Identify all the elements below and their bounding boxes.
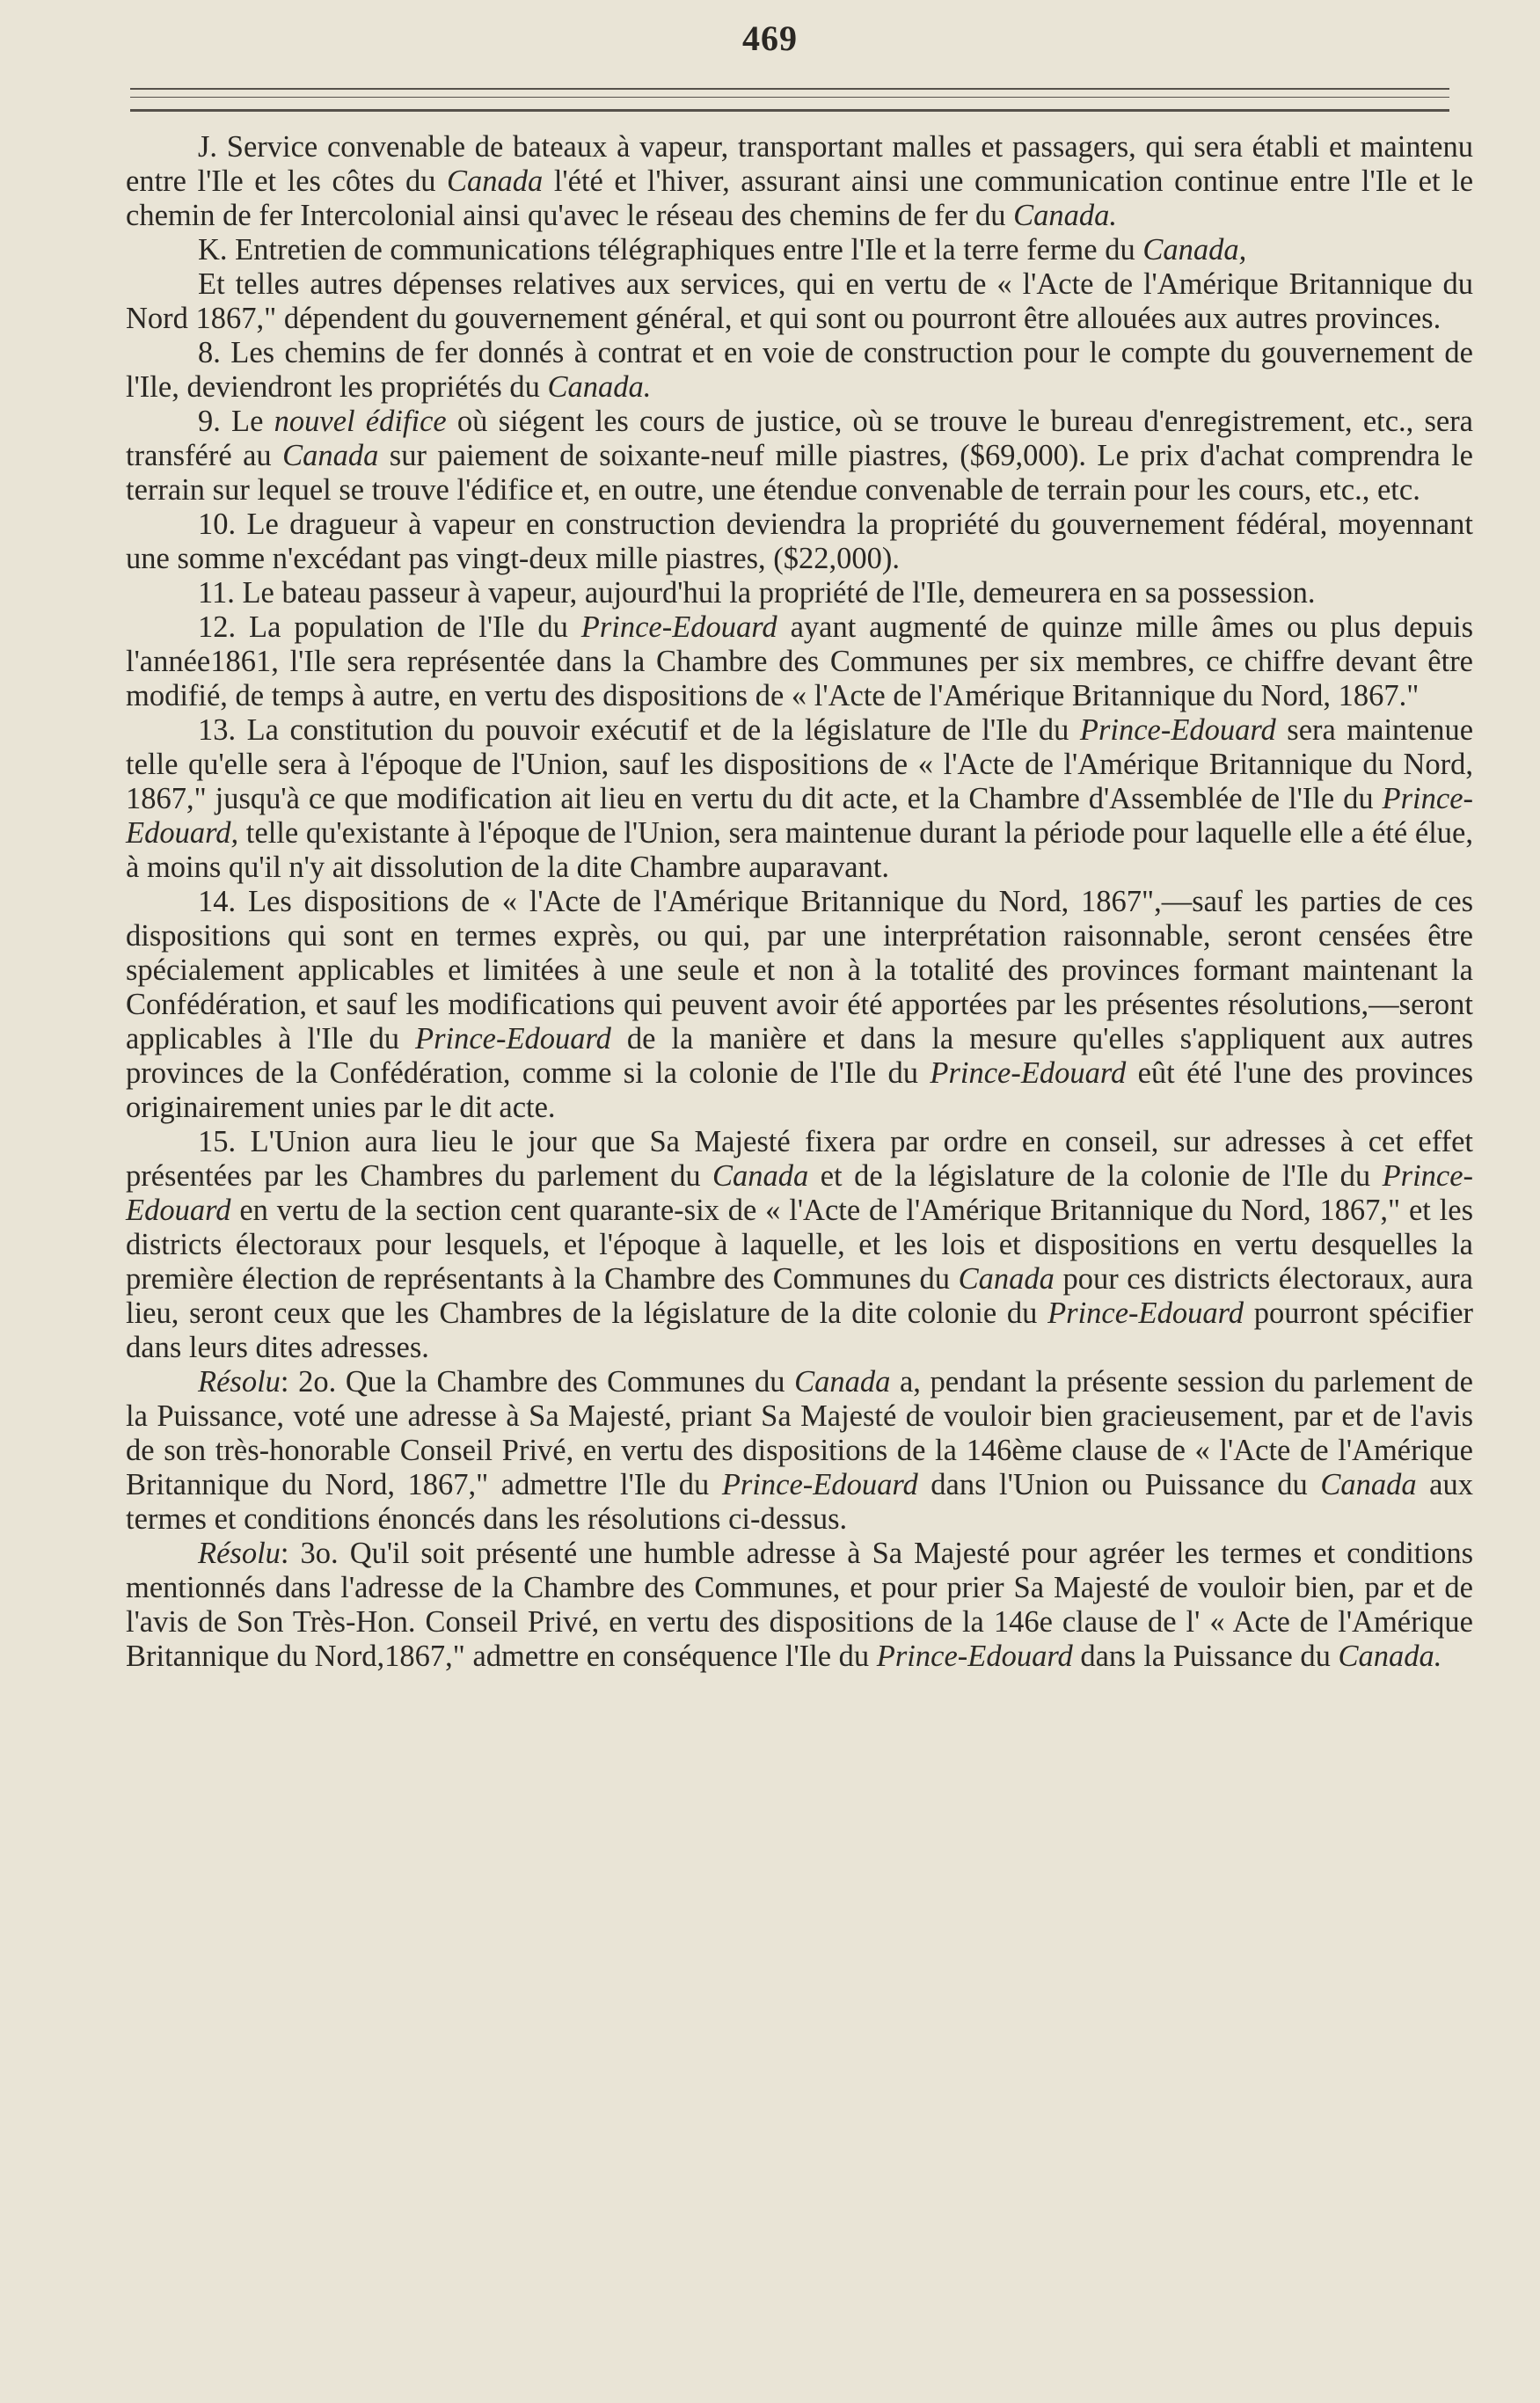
italic-text: nouvel édifice — [274, 405, 447, 438]
header-rule-middle — [130, 97, 1449, 98]
text-run: 11. Le bateau passeur à vapeur, aujourd'hui la propriété de l'Ile, demeurera en sa possession. — [198, 576, 1316, 610]
text-run: aux termes et conditions énoncés dans les résolutions ci-dessus. — [126, 1468, 1473, 1536]
text-run: en vertu de la section cent quarante-six de « l'Acte de l'Amérique Britannique du Nord, 1867," et les districts électoraux pour lesquels, et l'époque à laquelle, et les lois et dispositions en vertu desquelles la première élection de représentants à la Chambre des Communes du — [126, 1194, 1473, 1296]
italic-text: Prince-Edouard — [415, 1022, 611, 1055]
paragraph-p14 — [126, 885, 1473, 1125]
text-run: a, pendant la présente session du parlement de la Puissance, voté une adresse à Sa Majesté, priant Sa Majesté de vouloir bien gracieusement, par et de l'avis de son très-honorable Conseil Privé, en vertu des dispositions de la 146ème clause de « l'Acte de l'Amérique Britannique du Nord, 1867," admettre l'Ile du — [126, 1365, 1473, 1501]
italic-text: Prince-Edouard — [930, 1056, 1127, 1090]
text-run: 15. L'Union aura lieu le jour que Sa Majesté fixera par ordre en conseil, sur adresses à cet effet présentées par les Chambres du parlement du — [126, 1125, 1473, 1193]
paragraph-p10 — [126, 508, 1473, 576]
text-run: : 2o. Que la Chambre des Communes du — [280, 1365, 795, 1399]
text-run: de la manière et dans la mesure qu'elles s'appliquent aux autres provinces de la Confédération, comme si la colonie de l'Ile du — [126, 1022, 1474, 1090]
text-run: pour ces districts électoraux, aura lieu, seront ceux que les Chambres de la législature de la dite colonie du — [126, 1262, 1473, 1330]
italic-text: Résolu — [198, 1537, 281, 1570]
text-run: pourront spécifier dans leurs dites adresses. — [126, 1296, 1474, 1364]
text-run: sera maintenue telle qu'elle sera à l'époque de l'Union, sauf les dispositions de « l'Acte de l'Amérique Britannique du Nord, 1867," jusqu'à ce que modification ait lieu en vertu du dit acte, et la Chambre d'Assemblée de l'Ile du — [126, 713, 1474, 815]
italic-text: Prince-Edouard — [1047, 1296, 1244, 1330]
paragraph-p9 — [126, 405, 1473, 508]
text-run: K. Entretien de communications télégraphiques entre l'Ile et la terre ferme du — [198, 233, 1143, 267]
italic-text: Prince-Edouard — [1079, 713, 1276, 747]
text-run: 10. Le dragueur à vapeur en construction deviendra la propriété du gouvernement fédéral, moyennant une somme n'excédant pas vingt-deux mille piastres, ($22,000). — [126, 508, 1473, 575]
paragraph-p11 — [126, 576, 1473, 610]
italic-text: Canada — [1320, 1468, 1417, 1501]
text-run: Et telles autres dépenses relatives aux services, qui en vertu de « l'Acte de l'Amérique Britannique du Nord 1867," dépendent du gouvernement général, et qui sont ou pourront être allouées aux autres provinces. — [126, 267, 1473, 335]
italic-text: Prince-Edouard, — [126, 782, 1473, 850]
paragraph-p8 — [126, 336, 1473, 405]
paragraph-resolu3 — [126, 1537, 1473, 1674]
header-rule-top — [130, 88, 1449, 90]
italic-text: Canada, — [1142, 233, 1247, 267]
text-run: 14. Les dispositions de « l'Acte de l'Amérique Britannique du Nord, 1867",—sauf les parties de ces dispositions qui sont en termes exprès, ou qui, par une interprétation raisonnable, seront censées être spécialement applicables et limitées à une seule et non à la totalité des provinces formant maintenant la Confédération, et sauf les modifications qui peuvent avoir été apportées par les présentes résolutions,—seront applicables à l'Ile du — [126, 885, 1473, 1055]
page-number: 469 — [742, 18, 798, 58]
text-run: 13. La constitution du pouvoir exécutif et de la législature de l'Ile du — [198, 713, 1080, 747]
text-run: ayant augmenté de quinze mille âmes ou plus depuis l'année1861, l'Ile sera représentée dans la Chambre des Communes per six membres, ce chiffre devant être modifié, de temps à autre, en vertu des dispositions de « l'Acte de l'Amérique Britannique du Nord, 1867." — [126, 610, 1473, 712]
paragraph-p15 — [126, 1125, 1473, 1365]
text-run: sur paiement de soixante-neuf mille piastres, ($69,000). Le prix d'achat comprendra le terrain sur lequel se trouve l'édifice et, en outre, une étendue convenable de terrain pour les cours, etc., etc. — [126, 439, 1473, 507]
text-run: 12. La population de l'Ile du — [198, 610, 581, 644]
paragraph-k-cont — [126, 267, 1473, 336]
text-run: où siégent les cours de justice, où se trouve le bureau d'enregistrement, etc., sera transféré au — [126, 405, 1473, 472]
italic-text: Canada. — [1013, 199, 1118, 232]
italic-text: Résolu — [198, 1365, 281, 1399]
text-run: et de la législature de la colonie de l'Ile du — [808, 1159, 1383, 1193]
header-rule-bottom — [130, 109, 1449, 112]
paragraph-p12 — [126, 610, 1473, 713]
paragraph-p13 — [126, 713, 1473, 885]
italic-text: Canada — [282, 439, 379, 472]
italic-text: Prince-Edouard — [126, 1159, 1474, 1227]
text-run: J. Service convenable de bateaux à vapeur, transportant malles et passagers, qui sera établi et maintenu entre l'Ile et les côtes du — [126, 130, 1473, 198]
text-run: telle qu'existante à l'époque de l'Union, sera maintenue durant la période pour laquelle elle a été élue, à moins qu'il n'y ait dissolution de la dite Chambre auparavant. — [126, 816, 1473, 884]
italic-text: Prince-Edouard — [876, 1640, 1073, 1673]
italic-text: Prince-Edouard — [580, 610, 777, 644]
text-run: eût été l'une des provinces originairement unies par le dit acte. — [126, 1056, 1473, 1124]
document-body — [126, 130, 1473, 1674]
text-run: dans la Puissance du — [1072, 1640, 1339, 1673]
text-run: : 3o. Qu'il soit présenté une humble adresse à Sa Majesté pour agréer les termes et conditions mentionnés dans l'adresse de la Chambre des Communes, et pour prier Sa Majesté de vouloir bien, par et de l'avis de Son Très-Hon. Conseil Privé, en vertu des dispositions de la 146e clause de l' « Acte de l'Amérique Britannique du Nord,1867," admettre en conséquence l'Ile du — [126, 1537, 1473, 1673]
paragraph-resolu2 — [126, 1365, 1473, 1537]
italic-text: Canada — [794, 1365, 891, 1399]
text-run: l'été et l'hiver, assurant ainsi une communication continue entre l'Ile et le chemin de fer Intercolonial ainsi qu'avec le réseau des chemins de fer du — [126, 164, 1474, 232]
text-run: dans l'Union ou Puissance du — [917, 1468, 1321, 1501]
text-run: 9. Le — [198, 405, 274, 438]
italic-text: Canada — [958, 1262, 1055, 1296]
paragraph-k — [126, 233, 1473, 267]
italic-text: Canada — [712, 1159, 809, 1193]
italic-text: Canada — [447, 164, 544, 198]
text-run: 8. Les chemins de fer donnés à contrat et en voie de construction pour le compte du gouvernement de l'Ile, deviendront les propriétés du — [126, 336, 1473, 404]
paragraph-j — [126, 130, 1473, 233]
italic-text: Canada. — [547, 370, 652, 404]
italic-text: Canada. — [1338, 1640, 1442, 1673]
italic-text: Prince-Edouard — [721, 1468, 918, 1501]
